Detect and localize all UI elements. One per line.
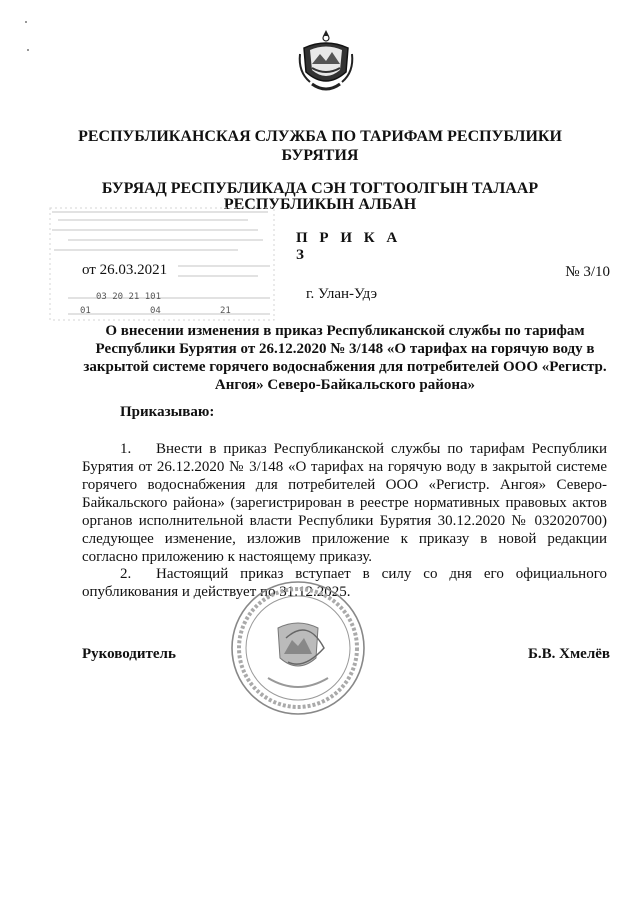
header-title-ru-cont: БУРЯТИЯ: [281, 147, 359, 164]
paragraph-number: 2.: [120, 566, 132, 582]
paragraph-1: [82, 440, 607, 566]
official-seal-icon: [228, 578, 368, 718]
document-number: № 3/10: [565, 264, 610, 280]
header-title-bur-cont: РЕСПУБЛИКЫН АЛБАН: [223, 196, 417, 213]
header-title-bur: БУРЯАД РЕСПУБЛИКАДА СЭН ТОГТООЛГЫН ТАЛААР: [101, 180, 539, 197]
signatory-name: Б.В. Хмелёв: [527, 646, 610, 662]
document-date: от 26.03.2021: [82, 262, 168, 278]
emblem-of-buryatia-icon: [296, 24, 356, 96]
paragraph-text: Внести в приказ Республиканской службы по тарифам Республики Бурятия от 26.12.2020 № 3/148 «О тарифах на горячую воду в закрытой системе горячего водоснабжения для потребителей ООО «Регистр. Ангоя» Северо-Байкальского района» (зарегистрирован в реестре нормативных правовых актов органов исполнительной власти Республики Бурятия 30.12.2020 № 032020700) следующее изменение, изложив приложение к приказу в новой редакции согласно приложению к настоящему приказу.: [82, 441, 607, 565]
handwritten-day: 01: [80, 306, 91, 316]
document-type: П Р И К А З: [296, 230, 402, 263]
order-word: Приказываю:: [120, 404, 215, 420]
document-city: г. Улан-Удэ: [306, 286, 378, 302]
handwritten-reg-number: 03 20 21 101: [96, 292, 162, 302]
signature-label: Руководитель: [82, 646, 176, 662]
handwritten-month: 04: [150, 306, 161, 316]
scan-marks: [20, 20, 40, 60]
document-subject: О внесении изменения в приказ Республиканской службы по тарифам Республики Бурятия от 26.12.2020 № 3/148 «О тарифах на горячую воду в закрытой системе горячего водоснабжения для потребителей ООО «Регистр. Ангоя» Северо-Байкальского района»: [83, 323, 607, 393]
paragraph-number: 1.: [120, 441, 132, 457]
paragraph-text: Настоящий приказ вступает в силу со дня его официального опубликования и действует по 31.12.2025.: [82, 566, 607, 600]
header-title-ru: РЕСПУБЛИКАНСКАЯ СЛУЖБА ПО ТАРИФАМ РЕСПУБЛИКИ: [78, 128, 562, 145]
handwritten-year: 21: [220, 306, 231, 316]
